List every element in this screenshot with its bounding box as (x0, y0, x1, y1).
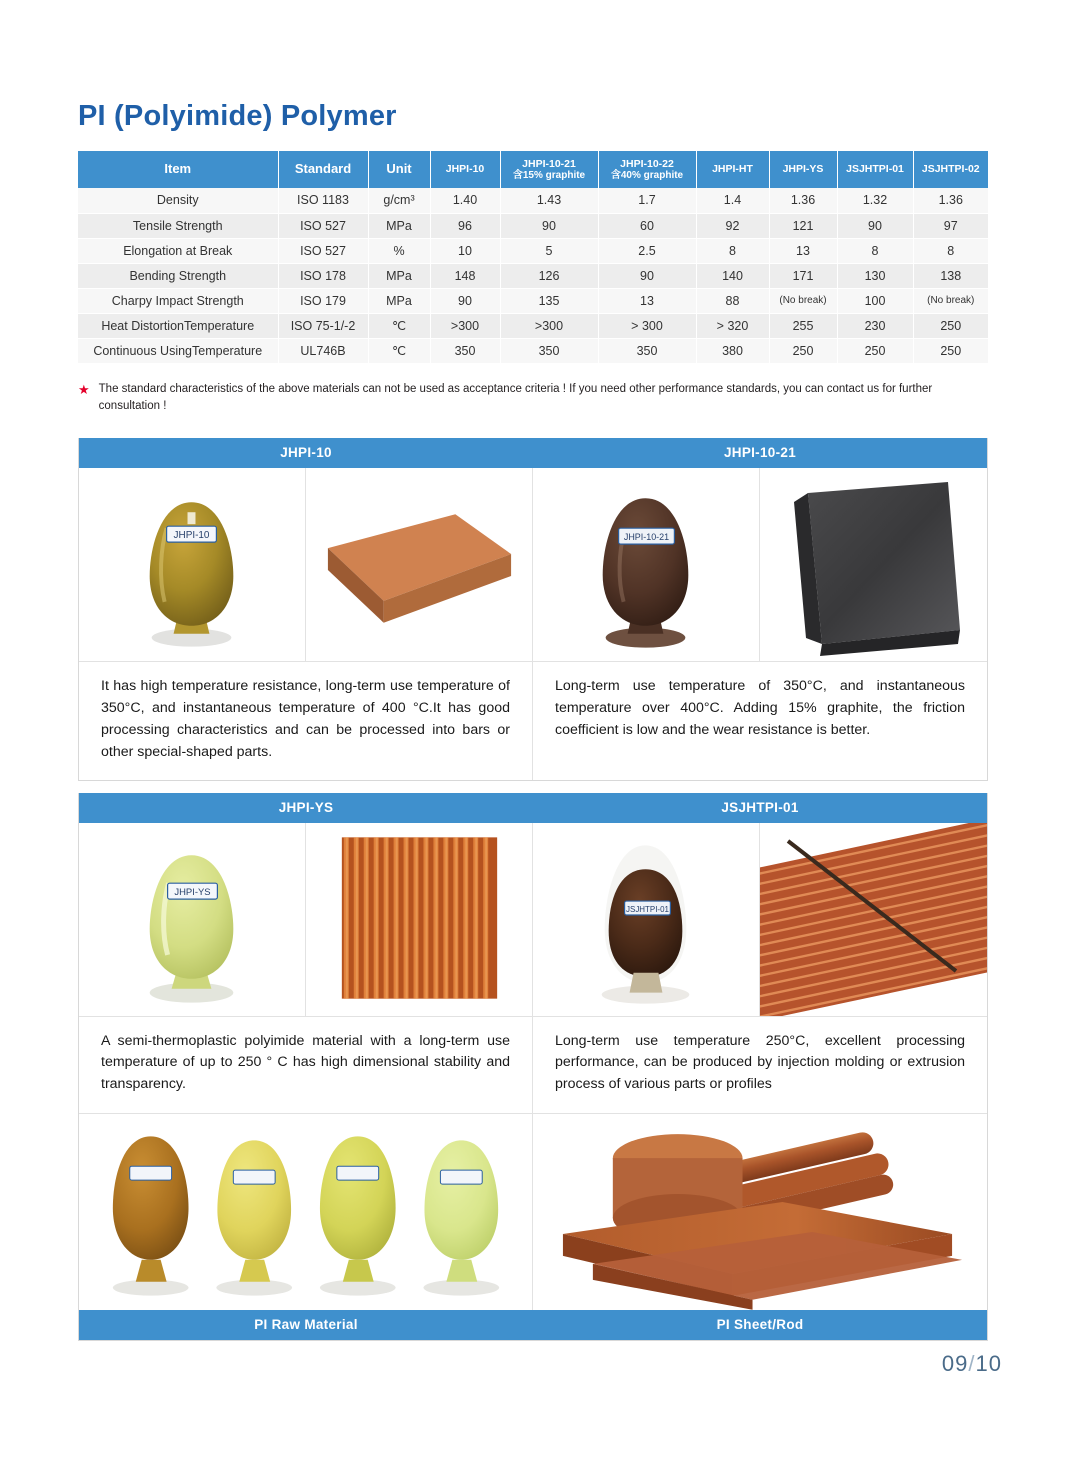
jsjhtpi-01-extruded-rods-photo (760, 823, 987, 1016)
cell-unit: ℃ (368, 313, 430, 338)
cell-unit: MPa (368, 263, 430, 288)
product-description-jsjhtpi-01: Long-term use temperature 250°C, excellent processing performance, can be produced by injection molding or extrusion process of various parts or profiles (533, 1016, 987, 1113)
cell-standard: ISO 178 (278, 263, 368, 288)
product-title-jhpi-ys: JHPI-YS (278, 799, 334, 815)
cell-value: >300 (430, 313, 500, 338)
cell-item: Charpy Impact Strength (78, 288, 278, 313)
cell-value: 100 (837, 288, 913, 313)
product-description-jhpi-10: It has high temperature resistance, long-term use temperature of 350°C, and instantaneous temperature of 400 °C.It has good processing characteristics and can be processed into bars or other special-shaped parts. (79, 661, 533, 779)
cell-value: 88 (696, 288, 769, 313)
cell-value: 350 (598, 338, 696, 363)
cell-value: 250 (837, 338, 913, 363)
cell-unit: MPa (368, 213, 430, 238)
product-image-row-1 (79, 468, 987, 661)
product-section-1 (78, 438, 988, 780)
cell-value: 90 (430, 288, 500, 313)
jhpi-10-21-dark-resin-flask-photo (533, 468, 760, 661)
product-title-band-1 (79, 438, 987, 468)
cell-value: (No break) (913, 288, 988, 313)
jhpi-10-copper-sheet-photo (306, 468, 533, 661)
cell-value: 96 (430, 213, 500, 238)
col-header-jhpi-10-22-sub: 含40% graphite (610, 169, 684, 181)
product-description-jhpi-10-21: Long-term use temperature of 350°C, and instantaneous temperature over 400°C. Adding 15% graphite, the friction coefficient is low and the wear resistance is better. (533, 661, 987, 779)
cell-value: 1.32 (837, 188, 913, 213)
col-header-item: Item (78, 151, 278, 188)
table-row (78, 213, 988, 238)
cell-value: 13 (769, 238, 837, 263)
cell-item: Elongation at Break (78, 238, 278, 263)
col-header-jhpi-10-22 (598, 151, 696, 188)
cell-value: 250 (769, 338, 837, 363)
table-header-row (78, 151, 988, 188)
cell-standard: ISO 179 (278, 288, 368, 313)
product-image-row-2 (79, 823, 987, 1016)
cell-value: (No break) (769, 288, 837, 313)
cell-value: 92 (696, 213, 769, 238)
svg-text:JHPI-10: JHPI-10 (173, 530, 210, 542)
cell-value: 171 (769, 263, 837, 288)
cell-value: 140 (696, 263, 769, 288)
col-header-jhpi-10-21-name: JHPI-10-21 (522, 157, 576, 170)
cell-value: 8 (913, 238, 988, 263)
cell-value: 148 (430, 263, 500, 288)
gallery-image-row (79, 1113, 987, 1310)
col-header-jsjhtpi-02: JSJHTPI-02 (913, 151, 988, 188)
cell-value: 350 (430, 338, 500, 363)
cell-value: 1.43 (500, 188, 598, 213)
product-section-2 (78, 793, 988, 1341)
product-description-row-1 (79, 661, 987, 779)
cell-value: 138 (913, 263, 988, 288)
cell-value: 255 (769, 313, 837, 338)
product-description-row-2 (79, 1016, 987, 1113)
table-row (78, 263, 988, 288)
cell-standard: ISO 1183 (278, 188, 368, 213)
cell-value: 60 (598, 213, 696, 238)
gallery-caption-band (79, 1310, 987, 1340)
product-title-jsjhtpi-01: JSJHTPI-01 (721, 799, 799, 815)
cell-unit: MPa (368, 288, 430, 313)
cell-value: 8 (837, 238, 913, 263)
star-icon: ★ (78, 381, 90, 397)
table-row (78, 238, 988, 263)
product-description-jhpi-ys: A semi-thermoplastic polyimide material with a long-term use temperature of up to 250 ° C has high dimensional stability and transparency. (79, 1016, 533, 1113)
cell-standard: ISO 527 (278, 238, 368, 263)
table-row (78, 313, 988, 338)
jhpi-10-21-graphite-plate-photo (760, 468, 987, 661)
cell-value: 1.7 (598, 188, 696, 213)
cell-unit: g/cm³ (368, 188, 430, 213)
cell-item: Heat DistortionTemperature (78, 313, 278, 338)
cell-value: 380 (696, 338, 769, 363)
cell-value: 350 (500, 338, 598, 363)
pi-sheet-rod-stack-photo (533, 1114, 987, 1310)
cell-value: 1.4 (696, 188, 769, 213)
cell-value: 250 (913, 313, 988, 338)
page-title: PI (Polyimide) Polymer (78, 100, 397, 132)
product-title-band-2 (79, 793, 987, 823)
page-number-current: 09 (941, 1351, 969, 1376)
cell-value: 250 (913, 338, 988, 363)
col-header-jhpi-10-21 (500, 151, 598, 188)
page-number (942, 1351, 1002, 1377)
cell-value: 90 (837, 213, 913, 238)
cell-value: 90 (500, 213, 598, 238)
col-header-jhpi-ht: JHPI-HT (696, 151, 769, 188)
table-row (78, 338, 988, 363)
product-title-jhpi-10-21: JHPI-10-21 (723, 445, 797, 461)
pi-raw-material-four-flasks-photo (79, 1114, 533, 1310)
cell-value: 126 (500, 263, 598, 288)
footnote (78, 381, 988, 417)
col-header-jhpi-10-21-sub: 含15% graphite (512, 169, 586, 181)
cell-item: Tensile Strength (78, 213, 278, 238)
product-title-jhpi-10: JHPI-10 (280, 445, 332, 461)
cell-value: 10 (430, 238, 500, 263)
cell-standard: ISO 75-1/-2 (278, 313, 368, 338)
jsjhtpi-01-granule-flask-photo (533, 823, 760, 1016)
jhpi-ys-pale-resin-flask-photo (79, 823, 306, 1016)
cell-value: 1.40 (430, 188, 500, 213)
jhpi-ys-amber-rods-photo (306, 823, 533, 1016)
cell-item: Continuous UsingTemperature (78, 338, 278, 363)
cell-value: 1.36 (769, 188, 837, 213)
col-header-jsjhtpi-01: JSJHTPI-01 (837, 151, 913, 188)
gallery-caption-pi-sheet-rod: PI Sheet/Rod (716, 1316, 804, 1332)
col-header-unit: Unit (368, 151, 430, 188)
cell-unit: % (368, 238, 430, 263)
cell-item: Density (78, 188, 278, 213)
footnote-text: The standard characteristics of the above materials can not be used as acceptance criteria ! If you need other performance standards, you can contact us for further consultation ! (98, 382, 933, 413)
svg-text:JSJHTPI-01: JSJHTPI-01 (626, 904, 669, 914)
cell-value: > 300 (598, 313, 696, 338)
col-header-jhpi-ys: JHPI-YS (769, 151, 837, 188)
cell-value: 8 (696, 238, 769, 263)
cell-value: 5 (500, 238, 598, 263)
col-header-jhpi-10-22-name: JHPI-10-22 (620, 157, 674, 170)
cell-value: 1.36 (913, 188, 988, 213)
cell-value: 121 (769, 213, 837, 238)
cell-standard: UL746B (278, 338, 368, 363)
svg-text:JHPI-10-21: JHPI-10-21 (623, 532, 670, 543)
cell-value: > 320 (696, 313, 769, 338)
jhpi-10-resin-flask-photo (79, 468, 306, 661)
specification-table (78, 151, 988, 364)
svg-text:JHPI-YS: JHPI-YS (174, 886, 211, 898)
cell-value: 2.5 (598, 238, 696, 263)
page-number-total: 10 (975, 1351, 1002, 1376)
cell-unit: ℃ (368, 338, 430, 363)
page-number-separator: / (968, 1351, 976, 1376)
cell-value: >300 (500, 313, 598, 338)
table-row (78, 188, 988, 213)
cell-value: 230 (837, 313, 913, 338)
cell-item: Bending Strength (78, 263, 278, 288)
cell-value: 130 (837, 263, 913, 288)
col-header-standard: Standard (278, 151, 368, 188)
cell-value: 97 (913, 213, 988, 238)
cell-value: 13 (598, 288, 696, 313)
cell-value: 135 (500, 288, 598, 313)
table-row (78, 288, 988, 313)
gallery-caption-pi-raw-material: PI Raw Material (254, 1316, 358, 1332)
col-header-jhpi-10: JHPI-10 (430, 151, 500, 188)
cell-standard: ISO 527 (278, 213, 368, 238)
cell-value: 90 (598, 263, 696, 288)
